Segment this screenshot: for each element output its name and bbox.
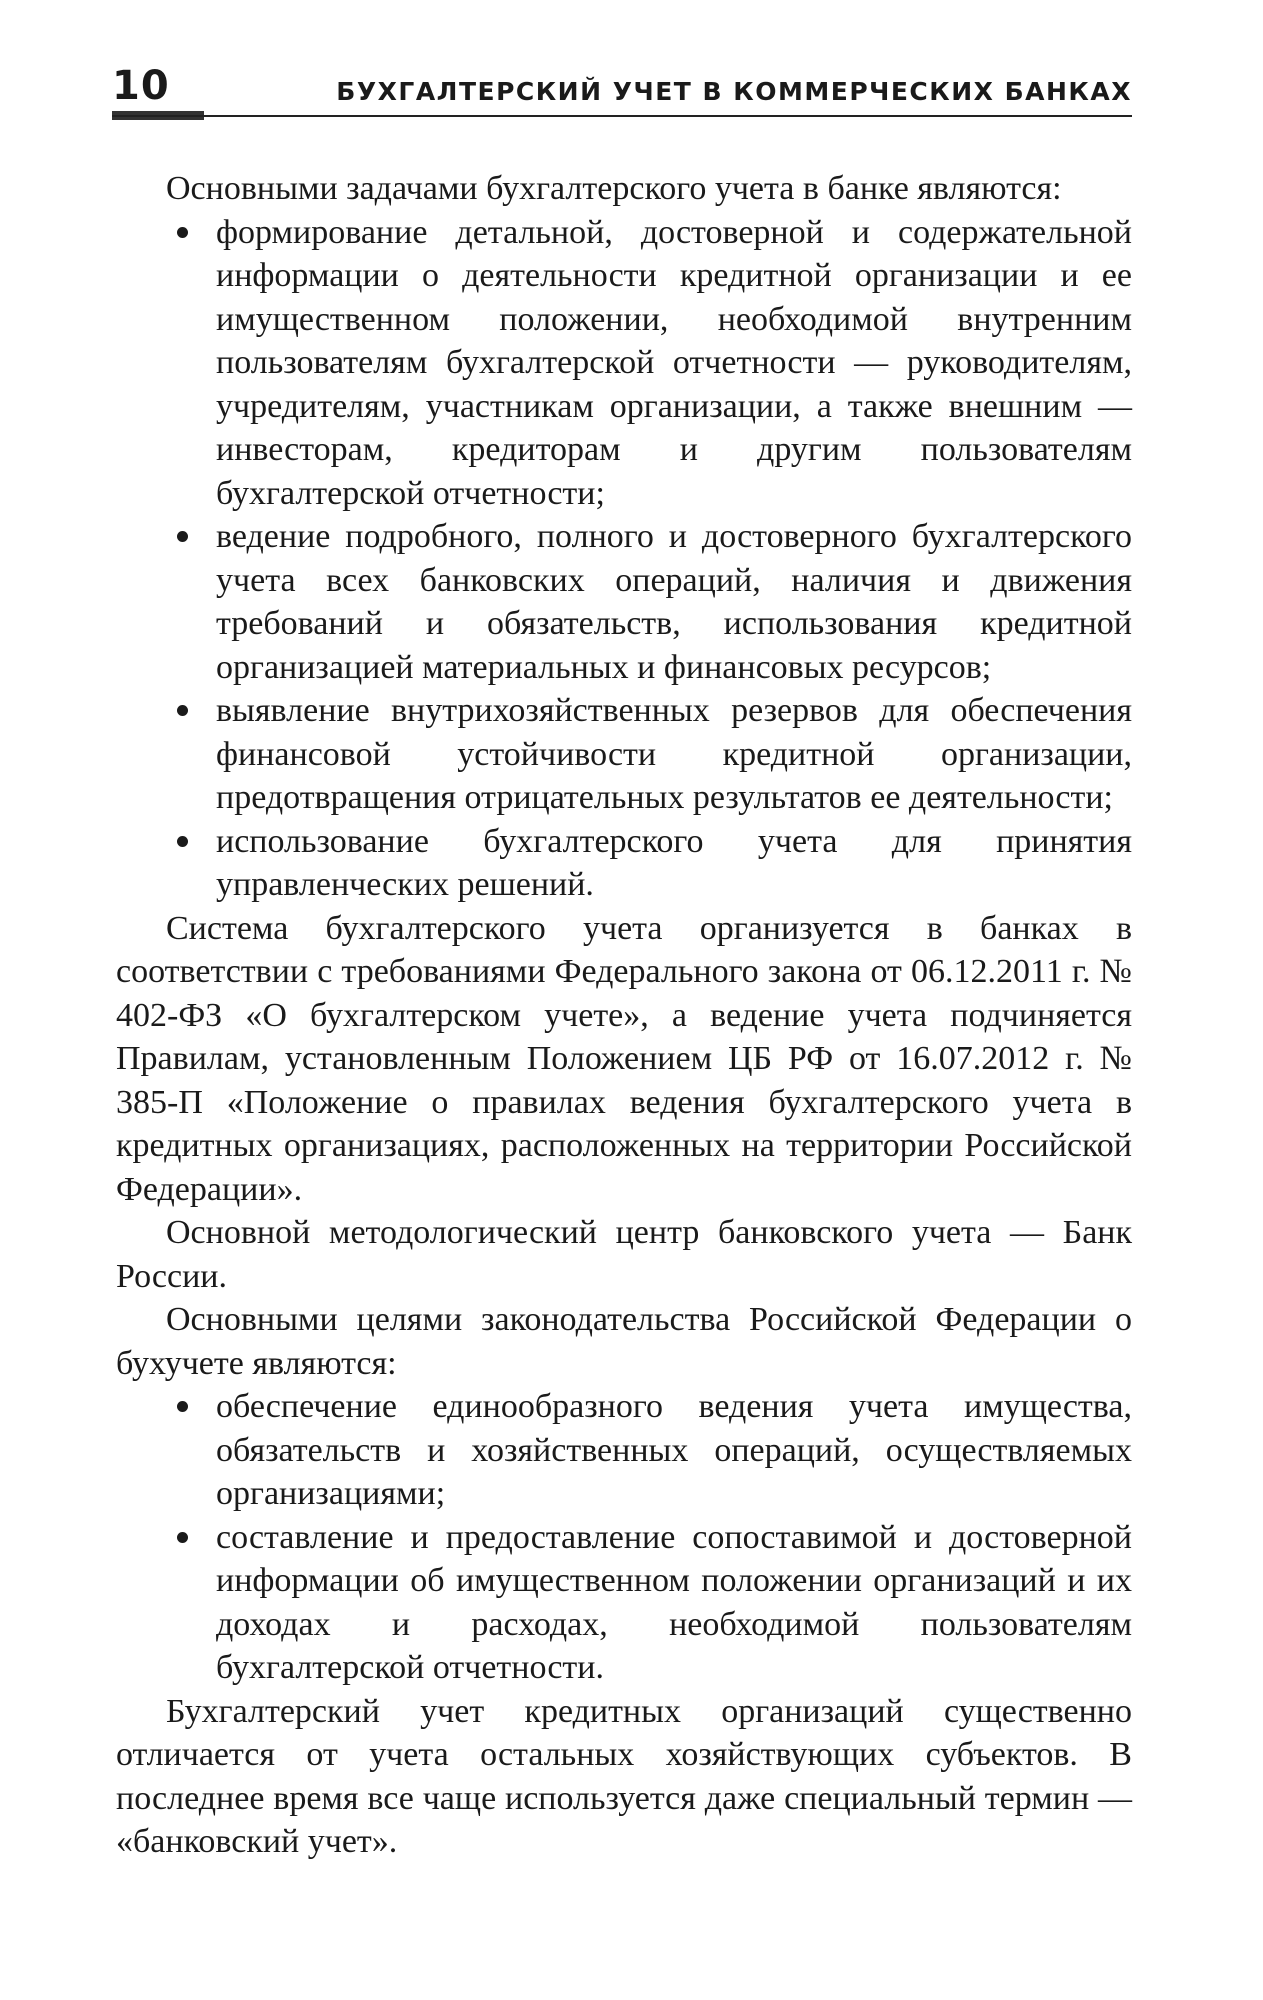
center-paragraph: Основной методологический центр банковского учета — Банк России. <box>116 1214 1132 1295</box>
list-item-text: использование бухгалтерского учета для принятия управленческих решений. <box>216 822 1132 903</box>
page-header <box>112 64 1132 124</box>
bullet-icon <box>177 227 188 238</box>
goals-intro: Основными целями законодательства Российской Федерации о бухучете являются: <box>116 1301 1132 1382</box>
bullet-icon <box>177 705 188 716</box>
list-item <box>116 515 1132 689</box>
list-item-text: составление и предоставление сопоставимой и достоверной информации об имущественном положении организаций и их доходах и расходах, необходимой пользователям бухгалтерской отчетности. <box>216 1518 1132 1686</box>
page-body <box>116 167 1132 1864</box>
list-item <box>116 689 1132 820</box>
final-paragraph: Бухгалтерский учет кредитных организаций существенно отличается от учета остальных хозяйствующих субъектов. В последнее время все чаще используется даже специальный термин — «банковский учет». <box>116 1692 1132 1860</box>
bullet-icon <box>177 531 188 542</box>
list-item-text: формирование детальной, достоверной и содержательной информации о деятельности кредитной организации и ее имущественном положении, необходимой внутренним пользователям бухгалтерской отчетности — руководителям, учредителям, участникам организации, а также внешним — инвесторам, кредиторам и другим пользователям бухгалтерской отчетности; <box>216 213 1132 512</box>
list-item <box>116 1385 1132 1516</box>
running-title: БУХГАЛТЕРСКИЙ УЧЕТ В КОММЕРЧЕСКИХ БАНКАХ <box>336 77 1132 106</box>
tasks-intro: Основными задачами бухгалтерского учета в банке являются: <box>166 170 1062 207</box>
list-item <box>116 211 1132 516</box>
list-item <box>116 1516 1132 1690</box>
list-item-text: обеспечение единообразного ведения учета имущества, обязательств и хозяйственных операций, осуществляемых организациями; <box>216 1388 1132 1512</box>
list-item <box>116 820 1132 907</box>
list-item-text: ведение подробного, полного и достоверного бухгалтерского учета всех банковских операций, наличия и движения требований и обязательств, использования кредитной организацией материальных и финансовых ресурсов; <box>216 518 1132 686</box>
system-paragraph: Система бухгалтерского учета организуется в банках в соответствии с требованиями Федерального закона от 06.12.2011 г. № 402-ФЗ «О бухгалтерском учете», а ведение учета подчиняется Правилам, установленным Положением ЦБ РФ от 16.07.2012 г. № 385-П «Положение о правилах ведения бухгалтерского учета в кредитных организациях, расположенных на территории Российской Федерации». <box>116 909 1132 1208</box>
bullet-icon <box>177 836 188 847</box>
tasks-list <box>116 211 1132 907</box>
page-number: 10 <box>112 63 170 109</box>
list-item-text: выявление внутрихозяйственных резервов для обеспечения финансовой устойчивости кредитной организации, предотвращения отрицательных результатов ее деятельности; <box>216 692 1132 816</box>
goals-list <box>116 1385 1132 1690</box>
bullet-icon <box>177 1532 188 1543</box>
header-rule <box>112 115 1132 117</box>
bullet-icon <box>177 1401 188 1412</box>
